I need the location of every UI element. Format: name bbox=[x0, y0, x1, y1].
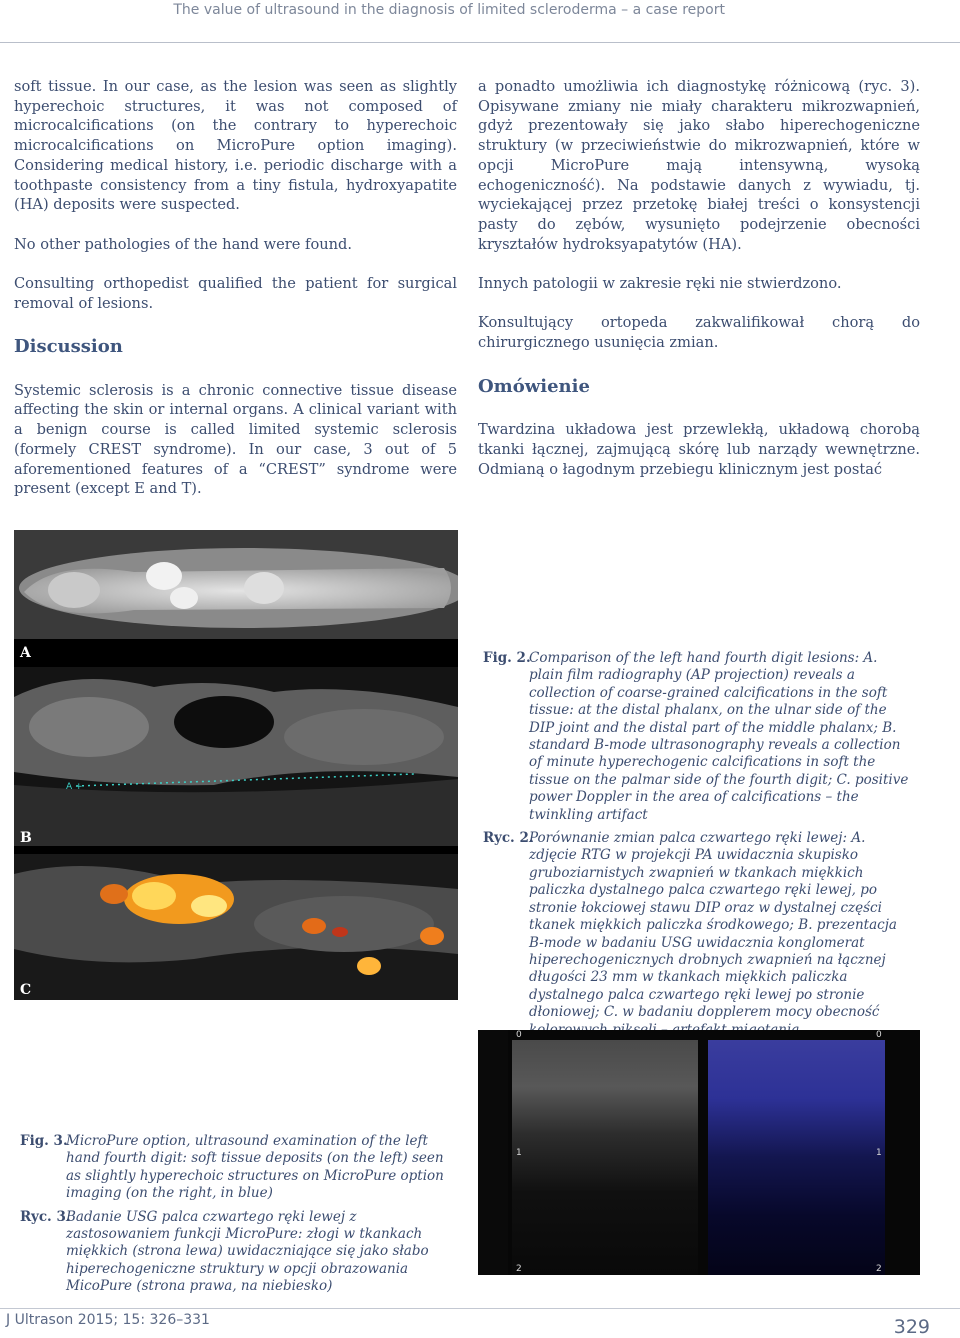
figure-3-side-strip bbox=[478, 1030, 508, 1275]
discussion-heading: Discussion bbox=[14, 336, 123, 358]
caption-lead: Ryc. 2. bbox=[483, 830, 534, 847]
right-column bbox=[478, 77, 920, 479]
omowienie-heading: Omówienie bbox=[478, 375, 590, 397]
micropure-ultrasound-right bbox=[708, 1040, 885, 1275]
power-doppler-image bbox=[14, 854, 458, 1000]
journal-citation: J Ultrason 2015; 15: 326–331 bbox=[6, 1312, 210, 1328]
left-paragraph: soft tissue. In our case, as the lesion was seen as slightly hyperechoic structures, it was not composed of microcalcifications (on the contrary to hyperechoic microcalcifications on MicroPure option imaging). Considering medical history, i.e. periodic discharge with a toothpaste consistency from a tiny fistula, hydroxyapatite (HA) deposits were suspected. bbox=[14, 78, 457, 214]
left-paragraph: Consulting orthopedist qualified the patient for surgical removal of lesions. bbox=[14, 275, 457, 312]
caption-lead: Ryc. 3. bbox=[20, 1208, 71, 1225]
caption-pl bbox=[20, 1209, 452, 1296]
figure-3-caption bbox=[20, 1133, 452, 1296]
scale-right-0: 0 bbox=[876, 1030, 882, 1040]
scale-left-2: 2 bbox=[516, 1264, 522, 1274]
panel-gap bbox=[14, 639, 458, 667]
caption-en bbox=[20, 1133, 452, 1203]
panel-label-b: B bbox=[20, 830, 32, 846]
left-paragraph: No other pathologies of the hand were found. bbox=[14, 235, 353, 253]
bmode-ultrasound-left bbox=[512, 1040, 698, 1275]
caption-text: Badanie USG palca czwartego ręki lewej z zastosowaniem funkcji MicroPure: złogi w tkankach miękkich (strona lewa) uwidaczniające się jako słabo hiperechogeniczne struktury w opcji obrazowania MicoPure (strona prawa, na niebiesko) bbox=[66, 1208, 429, 1295]
caption-en bbox=[483, 650, 915, 824]
right-paragraph: Twardzina układowa jest przewlekłą, układową chorobą tkanki łącznej, zajmującą skórę lub narządy wewnętrzne. Odmianą o łagodnym przebiegu klinicznym jest postać bbox=[478, 421, 920, 478]
footer-divider bbox=[0, 1308, 960, 1309]
figure-3 bbox=[478, 1030, 920, 1275]
scale-right-2: 2 bbox=[876, 1264, 882, 1274]
caption-lead: Fig. 2. bbox=[483, 650, 531, 666]
scale-left-1: 1 bbox=[516, 1148, 522, 1158]
caption-lead: Fig. 3. bbox=[20, 1133, 68, 1149]
figure-2 bbox=[14, 530, 458, 1000]
caption-text: Porównanie zmian palca czwartego ręki lewej: A. zdjęcie RTG w projekcji PA uwidacznia skupisko gruboziarnistych zwapnień w tkankach miękkich paliczka dystalnego palca czwartego ręki lewej, po stronie łokciowej stawu DIP oraz w dystalnej części tkanek miękkich paliczka środkowego; B. prezentacja B-mode w badaniu USG uwidacznia konglomerat hiperechogenicznych drobnych zwapnień na łącznej długości 23 mm w tkankach miękkich paliczka dystalnego palca czwartego ręki lewej po stronie dłoniowej; C. w badaniu dopplerem mocy obecność bbox=[529, 830, 897, 1021]
right-paragraph: Innych patologii w zakresie ręki nie stwierdzono. bbox=[478, 275, 842, 293]
page-header bbox=[0, 0, 960, 43]
page-number: 329 bbox=[893, 1316, 930, 1338]
scale-right-1: 1 bbox=[876, 1148, 882, 1158]
panel-label-a: A bbox=[20, 645, 31, 661]
panel-label-c: C bbox=[20, 982, 32, 998]
caption-text: Comparison of the left hand fourth digit lesions: A. plain film radiography (AP projection) reveals a collection of coarse-grained calcifications in the soft tissue: at the distal phalanx, on the ulnar side of the DIP joint and the distal part of the middle phalanx; B. standard B-mode ultrasonography reveals a collection of minute hyperechogenic calcifications in soft the tissue on the palmar side of the fourth digit; C. positive power Doppler in the area of calcifications – the twinkling artifact bbox=[529, 650, 909, 823]
xray-finger-image bbox=[14, 530, 458, 639]
scale-left-0: 0 bbox=[516, 1030, 522, 1040]
running-title: The value of ultrasound in the diagnosis of limited scleroderma – a case report bbox=[173, 2, 725, 18]
left-paragraph: Systemic sclerosis is a chronic connective tissue disease affecting the skin or internal organs. A clinical variant with a benign course is called limited systemic sclerosis (formely CREST syndrome). In our case, 3 out of 5 aforementioned features of a “CREST” syndrome were present (except E and T). bbox=[14, 381, 457, 498]
bmode-ultrasound-image bbox=[14, 667, 458, 846]
caption-pl bbox=[483, 830, 915, 1039]
xray-panel bbox=[14, 530, 458, 639]
doppler-panel bbox=[14, 854, 458, 1000]
bmode-panel bbox=[14, 667, 458, 846]
caption-text: MicroPure option, ultrasound examination of the left hand fourth digit: soft tissue deposits (on the left) seen as slightly hyperechoic structures on MicroPure option imaging (on the right, in blue) bbox=[66, 1133, 444, 1202]
us-marker: A + bbox=[66, 782, 83, 792]
right-paragraph: Konsultujący ortopeda zakwalifikował chorą do chirurgicznego usunięcia zmian. bbox=[478, 314, 920, 352]
right-paragraph: a ponadto umożliwia ich diagnostykę różnicową (ryc. 3). Opisywane zmiany nie miały charakteru mikrozwapnień, gdyż prezentowały się jako słabo hiperechogeniczne struktury (w przeciwieństwie do mikrozwapnień, które w opcji MicroPure mają intensywną, wysoką echogeniczność). Na podstawie danych z wywiadu, tj. wyciekającej przez przetokę białej treści o konsystencji pasty do zębów, wysunięto podejrzenie obecności kryształów hydroksyapatytów (HA). bbox=[478, 78, 920, 253]
figure-2-caption bbox=[483, 650, 915, 1039]
left-column bbox=[14, 77, 457, 499]
